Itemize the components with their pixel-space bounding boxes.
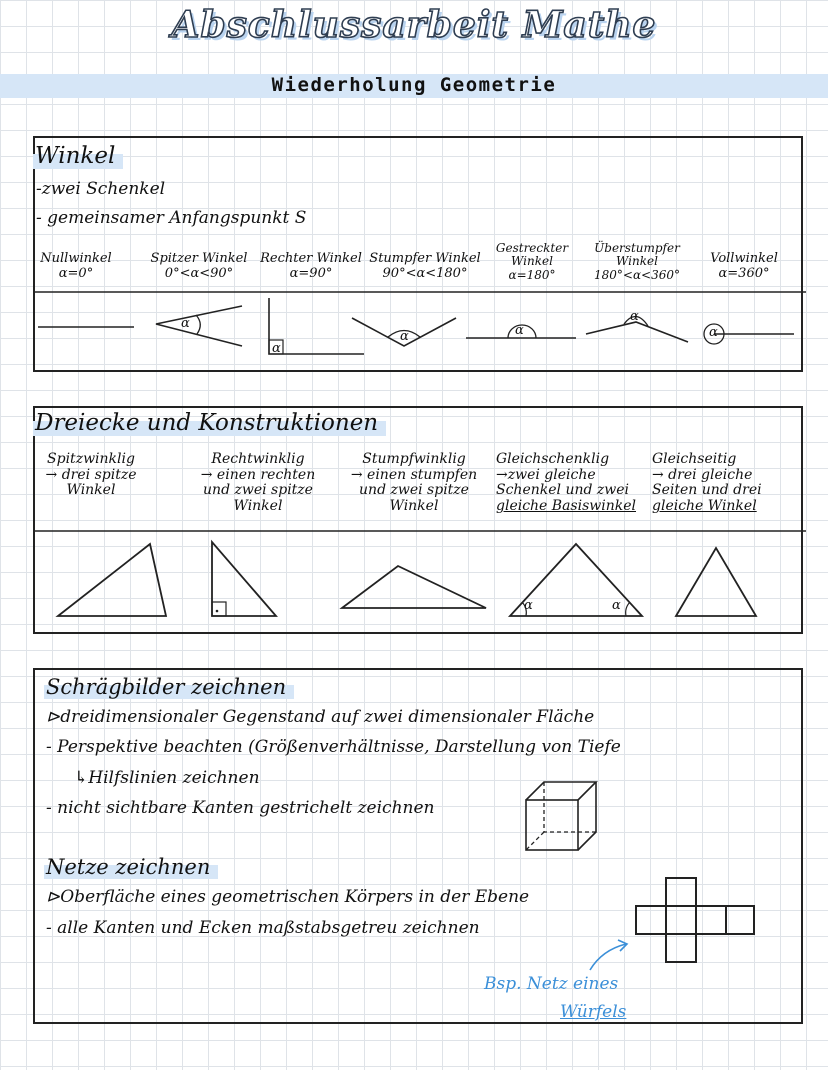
- angle-type-name: Gestreckter Winkel: [495, 241, 569, 269]
- triangle-type-line: und zwei spitze: [359, 482, 469, 499]
- alpha-label: α: [272, 341, 281, 356]
- angle-type-name: Rechter Winkel: [260, 251, 362, 266]
- triangle-type-line: Winkel: [66, 482, 116, 499]
- netze-line-1: ⊳Oberfläche eines geometrischen Körpers in der Ebene: [46, 887, 530, 907]
- netze-heading: Netze zeichnen: [44, 855, 218, 879]
- cube-oblique-drawing: [522, 778, 602, 854]
- angle-type-range: 0°<α<90°: [164, 265, 234, 281]
- triangle-gleichseitig-drawing: [672, 544, 760, 620]
- angle-type-range: α=360°: [718, 265, 770, 281]
- triangle-type-line: gleiche Winkel: [652, 498, 757, 515]
- triangle-type-line: Gleichseitig: [652, 451, 737, 467]
- angle-type-name: Vollwinkel: [710, 251, 778, 266]
- triangle-type-line: Rechtwinklig: [211, 451, 305, 467]
- triangle-stumpfwinklig-drawing: [338, 560, 490, 614]
- schraeg-line-2: - Perspektive beachten (Größenverhältnisse, Darstellung von Tiefe: [46, 737, 621, 757]
- triangle-type-line: → einen stumpfen: [350, 466, 478, 483]
- alpha-label: α: [515, 323, 524, 338]
- example-label-1: Bsp. Netz eines: [484, 974, 619, 994]
- angle-type-name: Überstumpfer Winkel: [594, 241, 680, 269]
- alpha-label: α: [612, 598, 621, 613]
- angle-type-range: 90°<α<180°: [382, 265, 468, 281]
- schraeg-line-1: ⊳dreidimensionaler Gegenstand auf zwei dimensionaler Fläche: [46, 707, 595, 727]
- angle-type-name: Stumpfer Winkel: [369, 251, 481, 266]
- angle-type-range: α=0°: [58, 265, 94, 281]
- triangle-type-line: Gleichschenklig: [496, 451, 610, 467]
- page-title: Abschlussarbeit Mathe: [171, 4, 657, 46]
- alpha-label: α: [709, 325, 718, 340]
- angle-type-range: α=180°: [508, 267, 556, 282]
- alpha-label: α: [181, 316, 190, 331]
- triangle-type-line: Winkel: [233, 498, 283, 515]
- page-subtitle: Wiederholung Geometrie: [271, 74, 557, 96]
- schraeg-line-4: - nicht sichtbare Kanten gestrichelt zeichnen: [46, 798, 435, 818]
- triangle-rechtwinklig-drawing: [206, 538, 280, 620]
- winkel-heading: Winkel: [33, 143, 123, 169]
- triangle-type-line: → drei gleiche: [652, 466, 753, 483]
- angle-type-name: Nullwinkel: [40, 251, 112, 266]
- arrow-icon: [584, 936, 634, 976]
- schraeg-line-3: ↳Hilfslinien zeichnen: [74, 768, 260, 788]
- triangle-type-line: Seiten und drei: [652, 482, 762, 499]
- netze-line-2: - alle Kanten und Ecken maßstabsgetreu zeichnen: [46, 918, 480, 938]
- angle-type-range: 180°<α<360°: [593, 267, 681, 282]
- alpha-label: α: [400, 329, 409, 344]
- dreiecke-heading: Dreiecke und Konstruktionen: [33, 410, 386, 436]
- triangle-type-line: gleiche Basiswinkel: [496, 498, 636, 515]
- triangle-type-line: Winkel: [389, 498, 439, 515]
- winkel-point-2: - gemeinsamer Anfangspunkt S: [36, 208, 307, 228]
- triangle-type-line: →zwei gleiche: [496, 466, 596, 483]
- triangle-spitzwinklig-drawing: [54, 540, 170, 620]
- triangle-type-line: → drei spitze: [45, 466, 137, 483]
- triangle-type-line: Schenkel und zwei: [496, 482, 630, 499]
- alpha-label: α: [630, 309, 639, 324]
- example-label-2: Würfels: [560, 1002, 627, 1022]
- triangle-type-line: → einen rechten: [200, 466, 316, 483]
- alpha-label: α: [524, 598, 533, 613]
- schraegbilder-heading: Schrägbilder zeichnen: [44, 675, 294, 699]
- triangle-type-line: und zwei spitze: [203, 482, 313, 499]
- triangle-type-line: Stumpfwinklig: [362, 451, 466, 467]
- angle-type-range: α=90°: [289, 265, 333, 281]
- cube-net-drawing: [632, 876, 758, 966]
- triangle-type-line: Spitzwinklig: [47, 451, 135, 467]
- winkel-point-1: -zwei Schenkel: [36, 179, 166, 199]
- angle-type-name: Spitzer Winkel: [150, 251, 248, 266]
